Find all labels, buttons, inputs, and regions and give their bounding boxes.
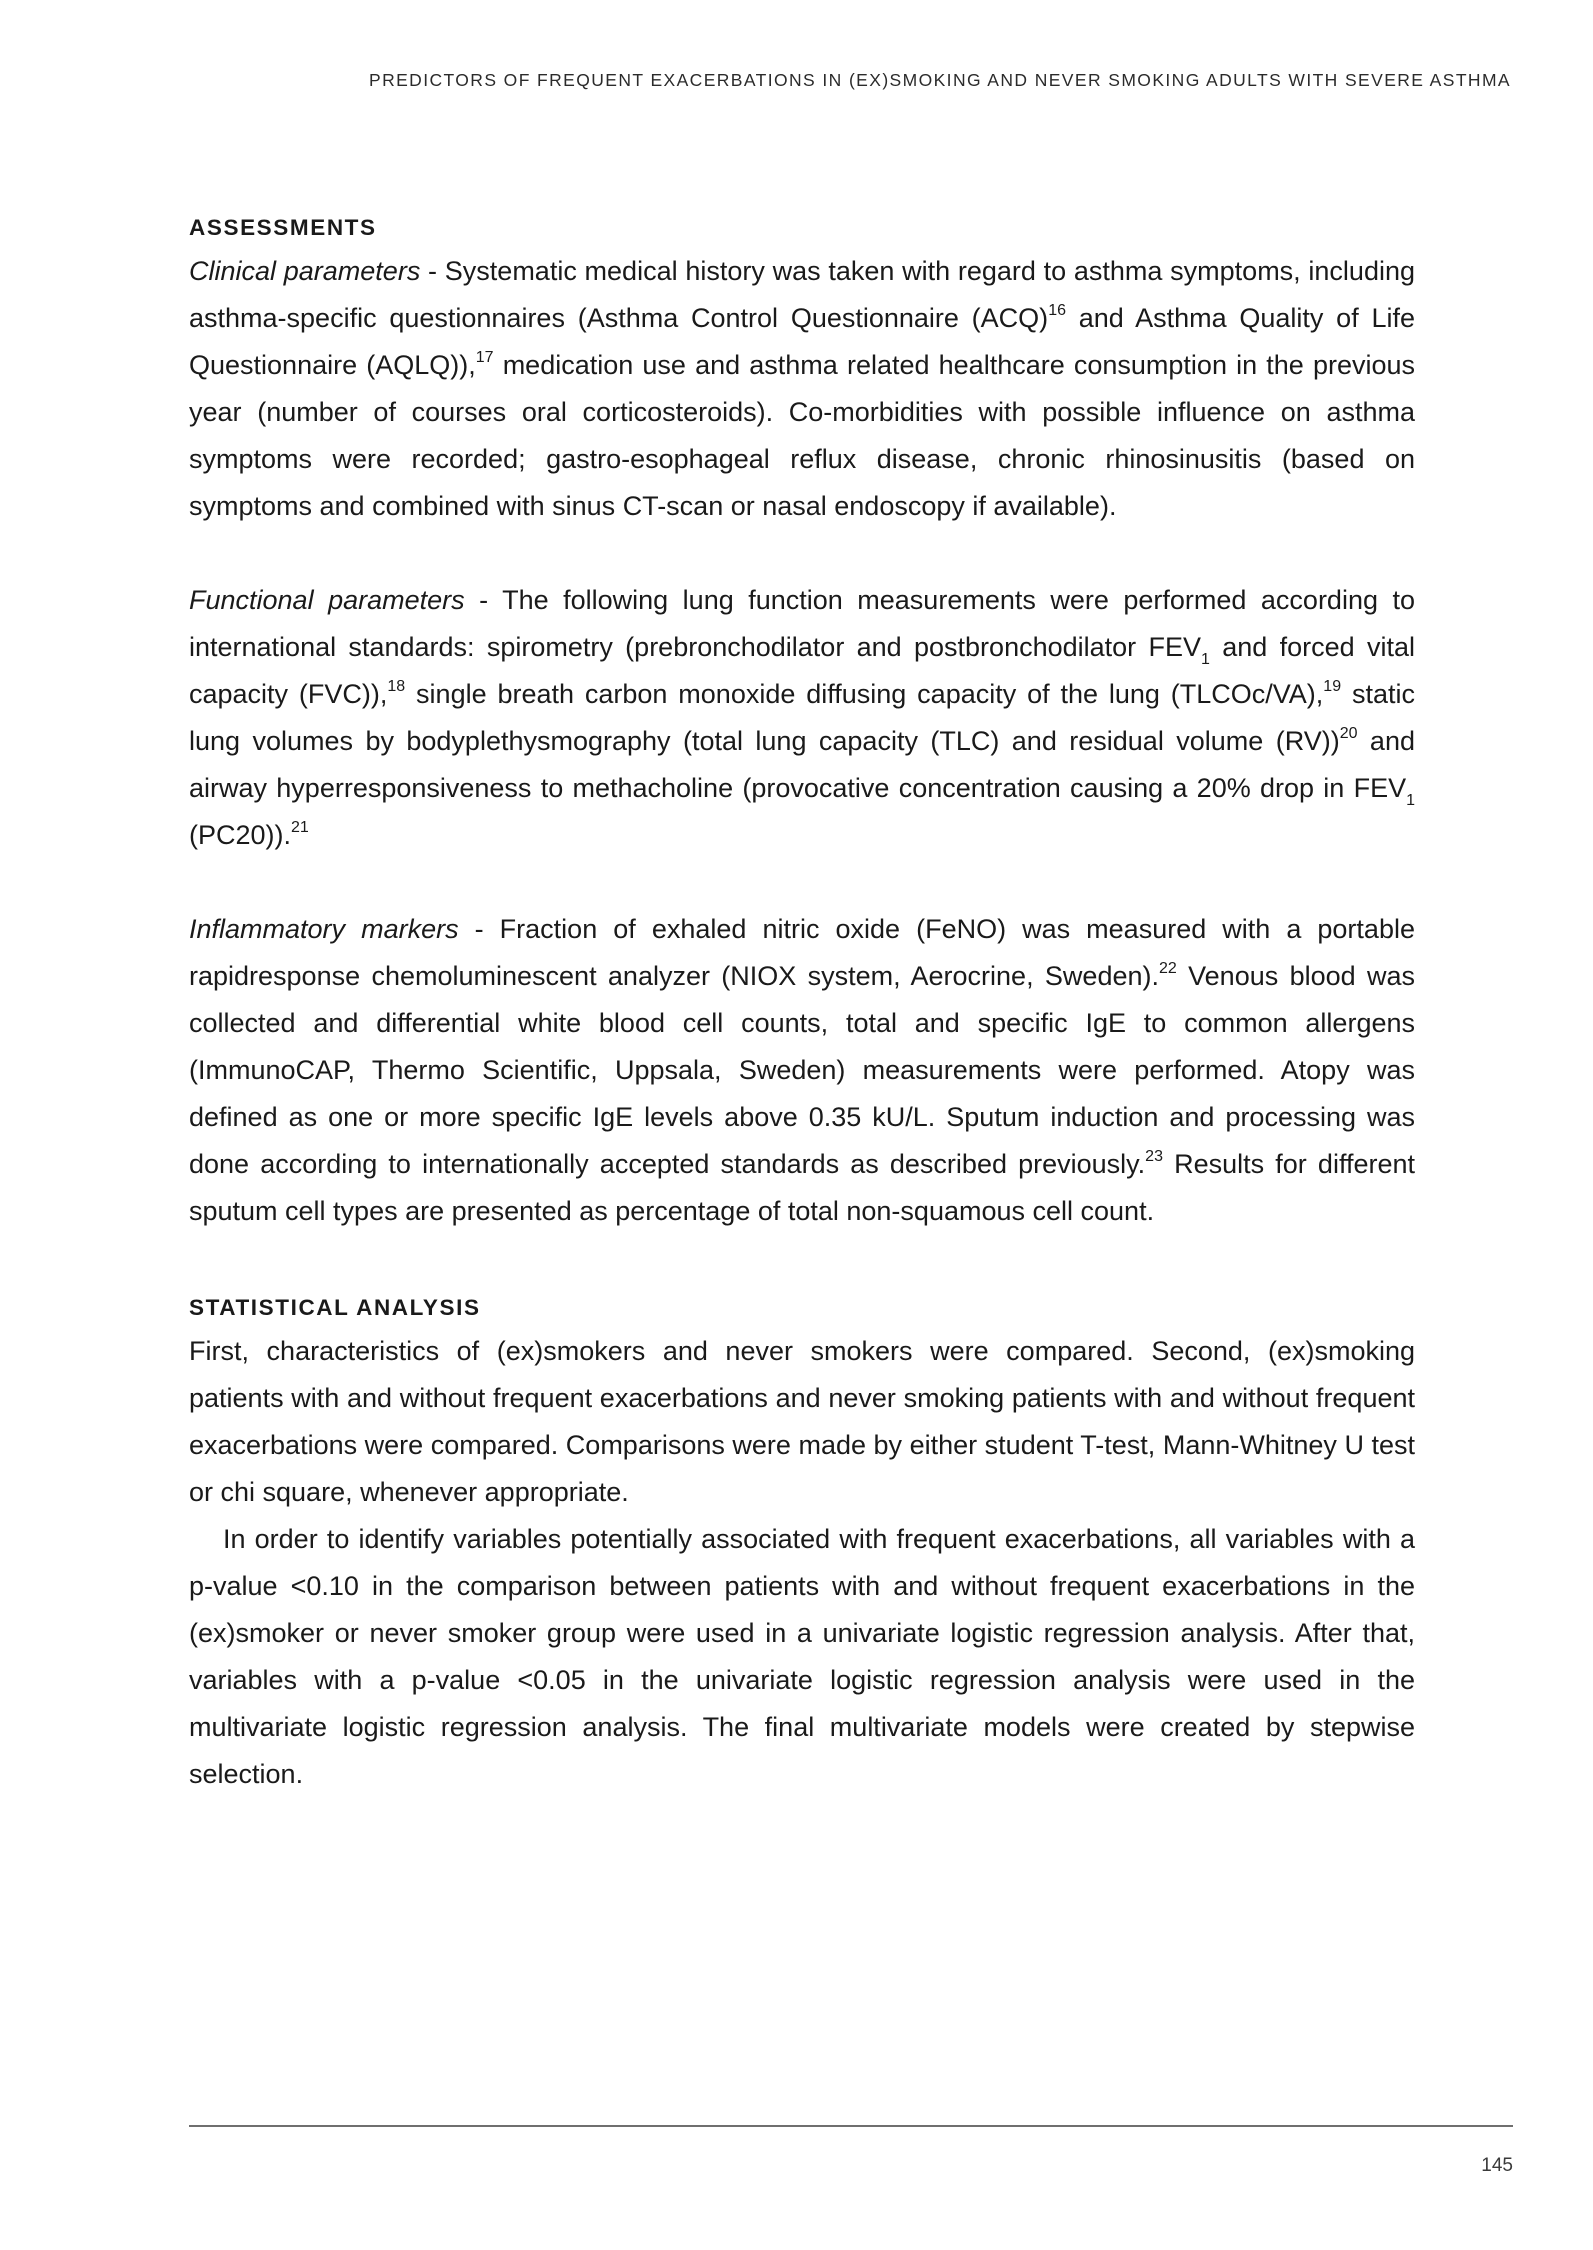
assessments-heading: ASSESSMENTS	[189, 215, 377, 240]
running-header: PREDICTORS OF FREQUENT EXACERBATIONS IN (EX)SMOKING AND NEVER SMOKING ADULTS WITH SEVERE ASTHMA	[369, 70, 1511, 90]
citation-18: 18	[387, 678, 406, 695]
inflammatory-text-1: - Fraction of exhaled nitric oxide (FeNO) was measured with a portable rapidresponse chemoluminescent analyzer (NIOX system, Aerocrine, Sweden).	[189, 914, 1415, 991]
clinical-text-1: - Systematic medical history was taken with regard to asthma symptoms, including asthma-specific questionnaires (Asthma Control Questionnaire (ACQ)	[189, 256, 1415, 333]
functional-text-4: static lung volumes by bodyplethysmography (total lung capacity (TLC) and residual volume (RV))	[189, 679, 1415, 756]
functional-parameters-lead: Functional parameters	[189, 585, 465, 615]
clinical-parameters-paragraph	[189, 248, 1415, 530]
paragraph-spacer	[189, 859, 1415, 906]
footer-divider	[189, 2125, 1513, 2127]
functional-parameters-paragraph	[189, 577, 1415, 859]
fev1-subscript: 1	[1201, 651, 1210, 668]
citation-22: 22	[1159, 960, 1177, 977]
statistical-analysis-heading: STATISTICAL ANALYSIS	[189, 1295, 481, 1320]
inflammatory-markers-lead: Inflammatory markers	[189, 914, 459, 944]
section-spacer	[189, 1235, 1415, 1288]
fev1-subscript: 1	[1406, 792, 1415, 809]
clinical-text-3: medication use and asthma related healthcare consumption in the previous year (number of courses oral corticosteroids). Co-morbidities with possible influence on asthma symptoms were recorded; gastro-esophageal reflux disease, chronic rhinosinusitis (based on symptoms and combined with sinus CT-scan or nasal endoscopy if available).	[189, 350, 1415, 521]
statistical-paragraph-2: In order to identify variables potentially associated with frequent exacerbations, all variables with a p-value <0.10 in the comparison between patients with and without frequent exacerbations in the (ex)smoker or never smoker group were used in a univariate logistic regression analysis. After that, variables with a p-value <0.05 in the univariate logistic regression analysis were used in the multivariate logistic regression analysis. The final multivariate models were created by stepwise selection.	[189, 1524, 1415, 1789]
inflammatory-markers-paragraph	[189, 906, 1415, 1235]
page-number: 145	[1481, 2155, 1513, 2176]
functional-text-1: - The following lung function measurements were performed according to international standards: spirometry (prebronchodilator and postbronchodilator FEV	[189, 585, 1415, 662]
citation-17: 17	[475, 349, 494, 366]
functional-text-6: (PC20)).	[189, 820, 292, 850]
inflammatory-text-2: Venous blood was collected and differential white blood cell counts, total and specific IgE to common allergens (ImmunoCAP, Thermo Scientific, Uppsala, Sweden) measurements were performed. Atopy was defined as one or more specific IgE levels above 0.35 kU/L. Sputum induction and processing was done according to internationally accepted standards as described previously.	[189, 961, 1415, 1179]
paragraph-spacer	[189, 530, 1415, 577]
citation-21: 21	[291, 819, 309, 836]
citation-19: 19	[1323, 678, 1342, 695]
statistical-paragraph-1: First, characteristics of (ex)smokers and never smokers were compared. Second, (ex)smoking patients with and without frequent exacerbations and never smoking patients with and without frequent exacerbations were compared. Comparisons were made by either student T-test, Mann-Whitney U test or chi square, whenever appropriate.	[189, 1336, 1415, 1507]
citation-23: 23	[1145, 1148, 1163, 1165]
functional-text-5: and airway hyperresponsiveness to methacholine (provocative concentration causing a 20% drop in FEV	[189, 726, 1415, 803]
citation-16: 16	[1048, 302, 1066, 319]
article-body	[189, 208, 1415, 1798]
functional-text-3: single breath carbon monoxide diffusing capacity of the lung (TLCOc/VA),	[405, 679, 1324, 709]
inflammatory-text-3: Results for different sputum cell types are presented as percentage of total non-squamous cell count.	[189, 1149, 1415, 1226]
clinical-parameters-lead: Clinical parameters	[189, 256, 421, 286]
clinical-text-2: and Asthma Quality of Life Questionnaire (AQLQ)),	[189, 303, 1415, 380]
citation-20: 20	[1339, 725, 1358, 742]
functional-text-2: and forced vital capacity (FVC)),	[189, 632, 1415, 709]
